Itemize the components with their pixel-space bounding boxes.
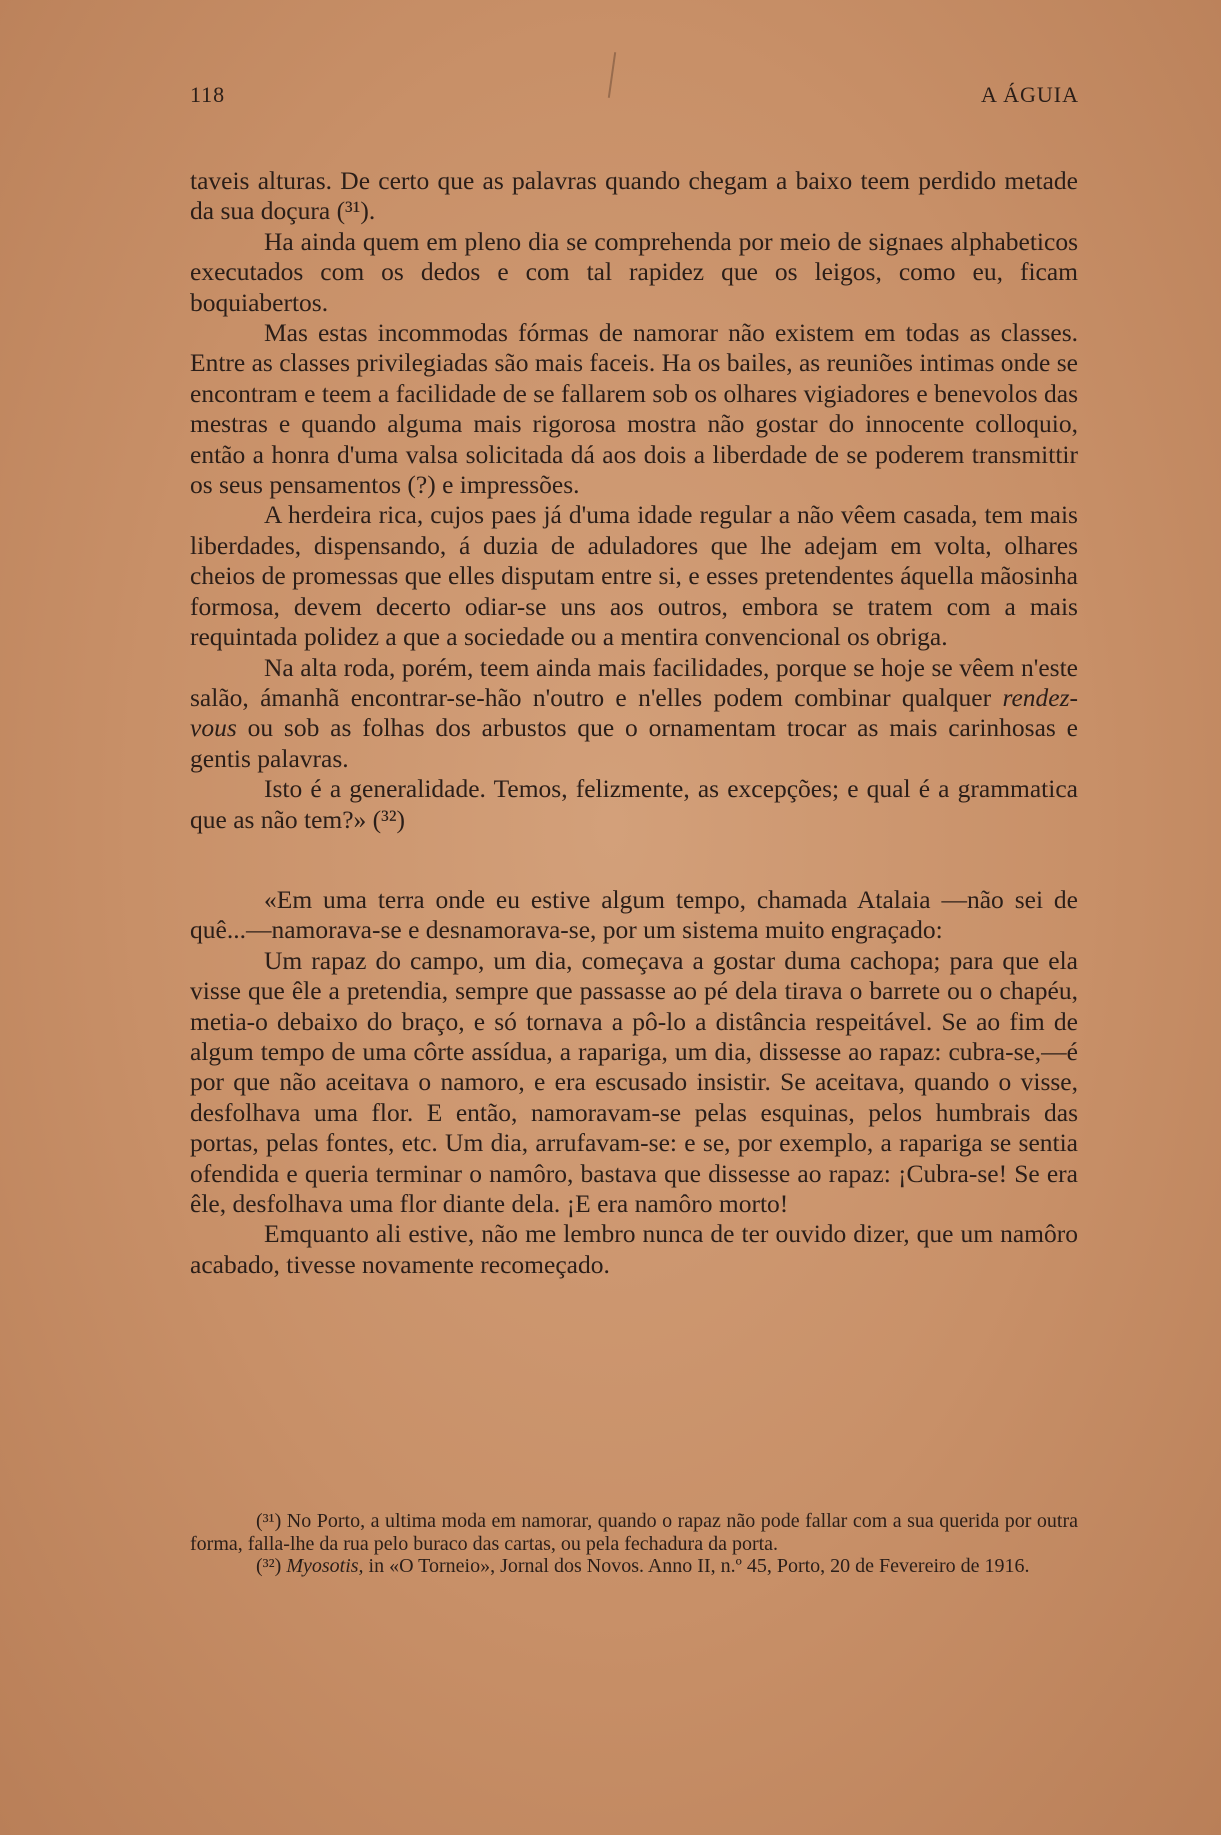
footnotes: [190, 1510, 1078, 1578]
page-number: 118: [190, 82, 226, 107]
paragraph: Ha ainda quem em pleno dia se comprehenda por meio de signaes alphabeticos executados com os dedos e com tal rapidez que os leigos, como eu, ficam boquiabertos.: [190, 226, 1078, 317]
paragraph-text: Na alta roda, porém, teem ainda mais facilidades, porque se hoje se vêem n'este salão, ámanhã encontrar-se-hão n'outro e n'elles podem combinar qualquer: [190, 652, 1078, 712]
paragraph: Mas estas incommodas fórmas de namorar não existem em todas as classes. Entre as classes privilegiadas são mais faceis. Ha os bailes, as reuniões intimas onde se encontram e teem a facilidade de se fallarem sob os olhares vigiadores e benevolos das mestras e quando alguma mais rigorosa mostra não gostar do innocente colloquio, então a honra d'uma valsa solicitada dá aos dois a liberdade de se poderem transmittir os seus pensamentos (?) e impressões.: [190, 318, 1078, 500]
page-header: [190, 82, 1079, 108]
quote-paragraph: «Em uma terra onde eu estive algum tempo, chamada Atalaia —não sei de quê...—namorava-se e desnamorava-se, por um sistema muito engraçado:: [190, 884, 1078, 945]
footnote-title: Myosotis,: [286, 1555, 364, 1577]
paragraph: [190, 653, 1078, 775]
body-text: [190, 166, 1078, 1280]
quote-paragraph: Um rapaz do campo, um dia, começava a gostar duma cachopa; para que ela visse que êle a pretendia, sempre que passasse ao pé dela tirava o barrete ou o chapéu, metia-o debaixo do braço, e só tornava a pô-lo a distância respeitável. Se ao fim de algum tempo de uma côrte assídua, a rapariga, um dia, dissesse ao rapaz: cubra-se,—é por que não aceitava o namoro, e era escusado insistir. Se aceitava, quando o visse, desfolhava uma flor. E então, namoravam-se pelas esquinas, pelos humbrais das portas, pelas fontes, etc. Um dia, arrufavam-se: e se, por exemplo, a rapariga se sentia ofendida e queria terminar o namôro, bastava que dissesse ao rapaz: ¡Cubra-se! Se era êle, desfolhava uma flor diante dela. ¡E era namôro morto!: [190, 945, 1078, 1218]
footnote-marker: (³²): [256, 1555, 282, 1577]
footnote-text: in «O Torneio», Jornal dos Novos. Anno II, n.º 45, Porto, 20 de Fevereiro de 1916.: [368, 1555, 1030, 1577]
footnote-32: [190, 1555, 1078, 1578]
paragraph: A herdeira rica, cujos paes já d'uma idade regular a não vêem casada, tem mais liberdades, dispensando, á duzia de aduladores que lhe adejam em volta, olhares cheios de promessas que elles disputam entre si, e esses pretendentes áquella mãosinha formosa, devem decerto odiar-se uns aos outros, embora se tratem com a mais requintada polidez a que a sociedade ou a mentira convencional os obriga.: [190, 500, 1078, 652]
paragraph-text: ou sob as folhas dos arbustos que o ornamentam trocar as mais carinhosas e gentis palavras.: [190, 713, 1078, 773]
quote-paragraph: Emquanto ali estive, não me lembro nunca de ter ouvido dizer, que um namôro acabado, tivesse novamente recomeçado.: [190, 1219, 1078, 1279]
italic-phrase: rendez-vous: [190, 682, 1079, 743]
running-title: A ÁGUIA: [980, 82, 1079, 107]
footnote-31: (³¹) No Porto, a ultima moda em namorar, quando o rapaz não pode fallar com a sua querida por outra forma, falla-lhe da rua pelo buraco das cartas, ou pela fechadura da porta.: [190, 1510, 1078, 1555]
paragraph: Isto é a generalidade. Temos, felizmente, as excepções; e qual é a grammatica que as não tem?» (³²): [190, 774, 1078, 834]
paragraph: taveis alturas. De certo que as palavras quando chegam a baixo teem perdido metade da sua doçura (³¹).: [190, 166, 1078, 226]
